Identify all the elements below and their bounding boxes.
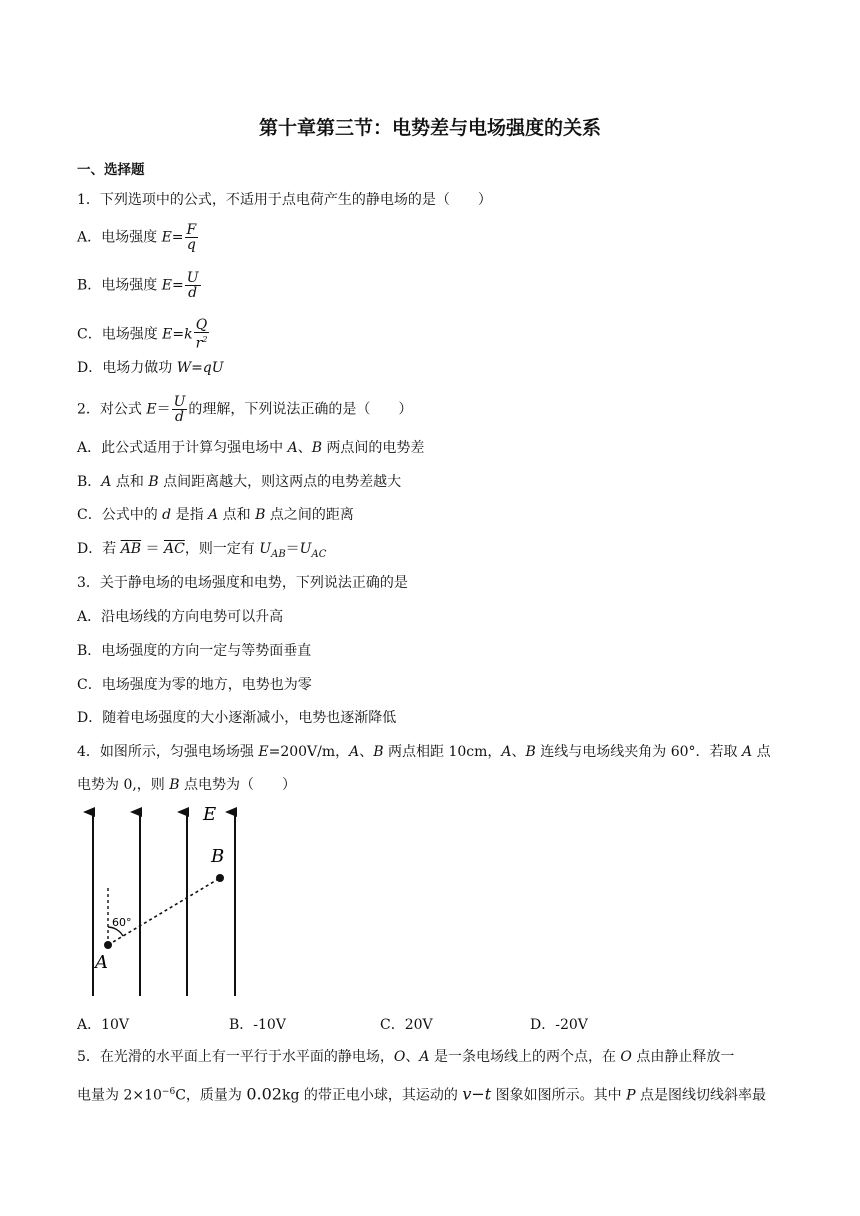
q2-option-d (77, 539, 326, 565)
q4-line2-text1: 电势为 0,，则 (77, 777, 170, 793)
q1-c-eq: = (172, 326, 185, 343)
q2-a-text1: A．此公式适用于计算匀强电场中 (77, 440, 288, 456)
q5-l2-text2: ，质量为 (185, 1087, 247, 1104)
q2-c-text4: 点之间的距离 (265, 507, 354, 523)
q5-point-o2: O (620, 1049, 632, 1065)
q5-point-p: P (626, 1087, 636, 1104)
label-angle: 60° (112, 916, 132, 929)
q5-text3: 点由静止释放一 (631, 1049, 735, 1065)
q2-stem (77, 395, 412, 424)
q2-stem-suffix: 的理解，下列说法正确的是（ ） (188, 401, 413, 418)
q1-c-den-var: r (195, 335, 203, 352)
q2-option-b (77, 472, 401, 492)
q1-c-den (194, 333, 210, 351)
q2-b-pointA: A (101, 474, 112, 490)
q1-a-num: F (186, 222, 197, 238)
q1-b-den: d (188, 285, 198, 301)
q2-b-text3: 点间距离越大，则这两点的电势差越大 (158, 474, 402, 490)
q5-l2-text1: 电量为 (77, 1087, 124, 1104)
q1-b-var: E (161, 277, 172, 294)
q5-sep: 、 (405, 1049, 420, 1065)
q1-option-d (77, 358, 224, 378)
q5-line1 (77, 1047, 734, 1067)
q2-d-u2: U (299, 541, 312, 557)
q1-a-eq: = (171, 229, 184, 246)
q4-text2: =200V/m， (268, 744, 350, 760)
q5-point-a: A (419, 1049, 430, 1065)
label-a: A (95, 952, 108, 973)
q2-d-vector-ab: $\overline{AB}$ (120, 541, 142, 557)
q4-text3: 、 (359, 744, 374, 760)
q1-d-formula: W=qU (176, 360, 224, 376)
q2-option-c (77, 505, 354, 525)
point-a (104, 941, 112, 949)
q2-d-text2: ，则一定有 (184, 541, 260, 557)
q5-charge-exp: −6 (161, 1087, 176, 1097)
q1-c-num: Q (194, 318, 210, 333)
q2-a-text2: 两点间的电势差 (321, 440, 425, 456)
q1-option-c (77, 318, 210, 351)
q4-pointA2: A (501, 744, 512, 760)
q3-option-a: A．沿电场线的方向电势可以升高 (77, 609, 284, 625)
q2-c-text2: 是指 (171, 507, 209, 523)
q2-b-pointB: B (148, 474, 159, 490)
q4-pointB2: B (525, 744, 536, 760)
q1-b-label: B．电场强度 (77, 277, 162, 294)
q1-a-var: E (161, 229, 172, 246)
q2-stem-fraction (172, 395, 188, 424)
q2-d-sub2: AC (311, 548, 327, 560)
q4-line2-text2: 点电势为（ ） (179, 777, 297, 793)
q5-point-o: O (393, 1049, 406, 1065)
q2-d-u1: U (259, 541, 272, 557)
q2-a-sep: 、 (297, 440, 312, 456)
q4-line2-pointB: B (169, 777, 180, 793)
q4-pointB: B (373, 744, 384, 760)
label-e: E (203, 804, 217, 825)
q2-d-vector-ac: $\overline{AC}$ (164, 541, 185, 557)
q2-stem-prefix: 2．对公式 (77, 401, 147, 418)
ab-dashed-line (108, 878, 220, 945)
q5-mass-unit: kg (281, 1087, 300, 1104)
q1-c-den-sup: 2 (202, 335, 208, 344)
q5-text1: 5．在光滑的水平面上有一平行于水平面的静电场， (77, 1049, 394, 1065)
q1-c-var: E (162, 326, 173, 343)
q2-option-a (77, 438, 424, 458)
q4-choice-b: B．-10V (229, 1017, 286, 1033)
q1-option-b (77, 271, 202, 300)
q5-vt: v−t (462, 1084, 492, 1104)
q5-line2 (77, 1082, 766, 1106)
q2-b-text2: 点和 (111, 474, 149, 490)
q4-choice-c: C．20V (380, 1017, 433, 1033)
q2-stem-eq: ＝ (156, 401, 171, 418)
q1-option-a (77, 223, 199, 252)
q3-stem: 3．关于静电场的电场强度和电势，下列说法正确的是 (77, 575, 408, 591)
q4-pointA: A (349, 744, 360, 760)
q1-a-den: q (186, 237, 196, 253)
q1-b-eq: = (171, 277, 184, 294)
q4-choice-a: A．10V (77, 1017, 130, 1033)
q4-choice-d: D．-20V (530, 1017, 588, 1033)
q4-text6: 连线与电场线夹角为 60°．若取 (535, 744, 743, 760)
page-title: 第十章第三节：电势差与电场强度的关系 (258, 117, 601, 139)
q5-l2-text5: 点是图线切线斜率最 (635, 1087, 766, 1104)
q4-text7: 点 (752, 744, 771, 760)
q5-text2: 是一条电场线上的两个点，在 (429, 1049, 621, 1065)
q2-d-eq: ＝ (141, 541, 164, 557)
q5-mass: 0.02 (246, 1084, 282, 1104)
q1-b-num: U (186, 270, 199, 286)
q4-var-e: E (258, 744, 269, 760)
q2-stem-var: E (146, 401, 157, 418)
q1-c-fraction (194, 318, 210, 351)
q1-c-label: C．电场强度 (77, 326, 163, 343)
q2-d-sub1: AB (271, 548, 286, 560)
q3-option-c: C．电场强度为零的地方，电势也为零 (77, 677, 312, 693)
q4-field-diagram (77, 800, 257, 1000)
q2-d-text1: D．若 (77, 541, 121, 557)
q5-charge-unit: C (175, 1087, 186, 1104)
q1-stem: 1．下列选项中的公式，不适用于点电荷产生的静电场的是（ ） (77, 192, 492, 208)
q2-c-pointB: B (255, 507, 266, 523)
q2-b-text1: B． (77, 474, 102, 490)
q2-c-text3: 点和 (218, 507, 256, 523)
q2-d-eq2: ＝ (285, 541, 300, 557)
point-b (216, 874, 224, 882)
q4-pointA3: A (742, 744, 753, 760)
q2-stem-den: d (175, 409, 184, 425)
q1-c-k: k (184, 326, 193, 343)
q5-charge: 2×10 (123, 1087, 162, 1104)
q3-option-b: B．电场强度的方向一定与等势面垂直 (77, 643, 312, 659)
q2-stem-num: U (173, 394, 186, 410)
q4-text4: 两点相距 10cm， (383, 744, 502, 760)
q4-stem-line1 (77, 742, 771, 762)
q4-stem-line2 (77, 775, 296, 795)
q1-a-fraction (185, 223, 199, 252)
q2-c-pointA: A (208, 507, 219, 523)
q5-l2-text4: 图象如图所示。其中 (491, 1087, 627, 1104)
q2-c-text1: C．公式中的 (77, 507, 163, 523)
q4-text1: 4．如图所示，匀强电场场强 (77, 744, 259, 760)
q2-a-pointA: A (287, 440, 298, 456)
label-b: B (211, 846, 225, 867)
section-heading: 一、选择题 (77, 162, 145, 178)
q5-l2-text3: 的带正电小球，其运动的 (299, 1087, 463, 1104)
q2-c-d: d (162, 507, 172, 523)
q3-option-d: D．随着电场强度的大小逐渐减小，电势也逐渐降低 (77, 710, 397, 726)
q4-text5: 、 (511, 744, 526, 760)
q1-d-label: D．电场力做功 (77, 360, 177, 376)
q1-a-label: A．电场强度 (77, 229, 162, 246)
q1-b-fraction (185, 271, 201, 300)
q2-a-pointB: B (311, 440, 322, 456)
